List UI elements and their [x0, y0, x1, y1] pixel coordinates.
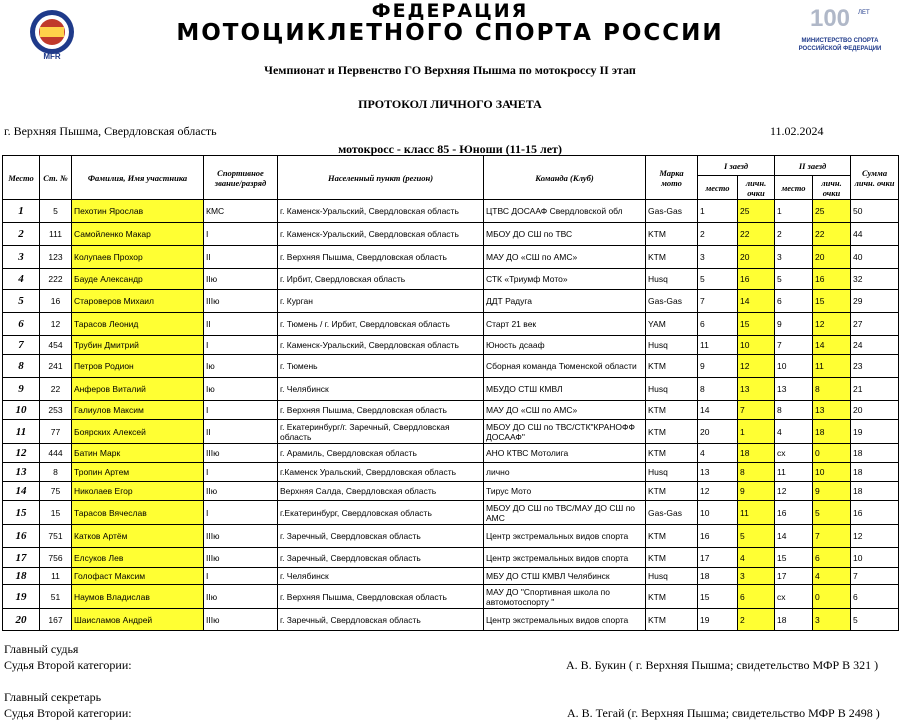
- race1-place-cell: 11: [698, 336, 738, 355]
- logo-right-sub: ЛЕТ: [858, 10, 870, 16]
- col-header-start-num: Ст. №: [40, 156, 72, 200]
- team-cell: Тирус Мото: [484, 482, 646, 501]
- rank-cell: I: [204, 401, 278, 420]
- name-cell: Колупаев Прохор: [72, 246, 204, 269]
- table-row: [3, 609, 899, 631]
- race2-place-cell: сх: [775, 585, 813, 609]
- race2-points-cell: 0: [813, 444, 851, 463]
- col-header-race2-place: место: [775, 176, 813, 200]
- table-row: [3, 420, 899, 444]
- total-cell: 40: [851, 246, 899, 269]
- race2-place-cell: 8: [775, 401, 813, 420]
- event-location: г. Верхняя Пышма, Свердловская область: [4, 124, 217, 138]
- race2-points-cell: 15: [813, 290, 851, 313]
- total-cell: 44: [851, 223, 899, 246]
- brand-cell: Husq: [646, 568, 698, 585]
- table-row: [3, 568, 899, 585]
- race2-points-cell: 4: [813, 568, 851, 585]
- city-cell: г.Екатеринбург, Свердловская область: [278, 501, 484, 525]
- table-row: [3, 548, 899, 568]
- city-cell: г. Каменск-Уральский, Свердловская область: [278, 336, 484, 355]
- start-number-cell: 751: [40, 525, 72, 548]
- race1-points-cell: 11: [738, 501, 775, 525]
- total-cell: 19: [851, 420, 899, 444]
- start-number-cell: 167: [40, 609, 72, 631]
- race2-place-cell: 17: [775, 568, 813, 585]
- col-header-name: Фамилия, Имя участника: [72, 156, 204, 200]
- table-row: [3, 336, 899, 355]
- table-row: [3, 482, 899, 501]
- table-row: [3, 585, 899, 609]
- org-title-line2: МОТОЦИКЛЕТНОГО СПОРТА РОССИИ: [176, 20, 724, 46]
- rank-cell: IIю: [204, 269, 278, 290]
- city-cell: г. Заречный, Свердловская область: [278, 548, 484, 568]
- total-cell: 27: [851, 313, 899, 336]
- race1-points-cell: 20: [738, 246, 775, 269]
- rank-cell: Iю: [204, 355, 278, 378]
- col-header-rank: Спортивное звание/разряд: [204, 156, 278, 200]
- name-cell: Батин Марк: [72, 444, 204, 463]
- rank-cell: КМС: [204, 200, 278, 223]
- team-cell: АНО КТВС Мотолига: [484, 444, 646, 463]
- race1-points-cell: 12: [738, 355, 775, 378]
- place-cell: 18: [3, 568, 40, 585]
- race2-points-cell: 14: [813, 336, 851, 355]
- brand-cell: Gas-Gas: [646, 200, 698, 223]
- chief-judge-category: Судья Второй категории:: [4, 658, 132, 672]
- race2-place-cell: 10: [775, 355, 813, 378]
- col-header-race1-place: место: [698, 176, 738, 200]
- name-cell: Тропин Артем: [72, 463, 204, 482]
- race2-place-cell: 16: [775, 501, 813, 525]
- team-cell: СТК «Триумф Мото»: [484, 269, 646, 290]
- team-cell: МБУ ДО СТШ КМВЛ Челябинск: [484, 568, 646, 585]
- team-cell: Центр экстремальных видов спорта: [484, 609, 646, 631]
- total-cell: 32: [851, 269, 899, 290]
- race1-points-cell: 2: [738, 609, 775, 631]
- brand-cell: KTM: [646, 223, 698, 246]
- brand-cell: KTM: [646, 420, 698, 444]
- race1-points-cell: 5: [738, 525, 775, 548]
- place-cell: 20: [3, 609, 40, 631]
- name-cell: Анферов Виталий: [72, 378, 204, 401]
- start-number-cell: 253: [40, 401, 72, 420]
- start-number-cell: 15: [40, 501, 72, 525]
- race2-place-cell: 5: [775, 269, 813, 290]
- brand-cell: KTM: [646, 444, 698, 463]
- race1-place-cell: 12: [698, 482, 738, 501]
- table-row: [3, 269, 899, 290]
- race1-place-cell: 17: [698, 548, 738, 568]
- rank-cell: I: [204, 463, 278, 482]
- race1-place-cell: 5: [698, 269, 738, 290]
- race1-place-cell: 3: [698, 246, 738, 269]
- race1-points-cell: 25: [738, 200, 775, 223]
- start-number-cell: 12: [40, 313, 72, 336]
- race2-points-cell: 12: [813, 313, 851, 336]
- table-row: [3, 378, 899, 401]
- rank-cell: II: [204, 313, 278, 336]
- race1-points-cell: 18: [738, 444, 775, 463]
- race1-place-cell: 6: [698, 313, 738, 336]
- rank-cell: I: [204, 568, 278, 585]
- chief-judge-title: Главный судья: [4, 642, 79, 656]
- team-cell: Старт 21 век: [484, 313, 646, 336]
- city-cell: г. Каменск-Уральский, Свердловская область: [278, 223, 484, 246]
- total-cell: 20: [851, 401, 899, 420]
- rank-cell: I: [204, 336, 278, 355]
- race1-place-cell: 19: [698, 609, 738, 631]
- brand-cell: KTM: [646, 525, 698, 548]
- brand-cell: Husq: [646, 463, 698, 482]
- race2-place-cell: 18: [775, 609, 813, 631]
- race1-points-cell: 9: [738, 482, 775, 501]
- race1-place-cell: 9: [698, 355, 738, 378]
- start-number-cell: 123: [40, 246, 72, 269]
- place-cell: 16: [3, 525, 40, 548]
- race2-points-cell: 7: [813, 525, 851, 548]
- race1-points-cell: 6: [738, 585, 775, 609]
- city-cell: г. Верхняя Пышма, Свердловская область: [278, 585, 484, 609]
- city-cell: г. Тюмень / г. Ирбит, Свердловская область: [278, 313, 484, 336]
- place-cell: 3: [3, 246, 40, 269]
- race1-place-cell: 4: [698, 444, 738, 463]
- brand-cell: KTM: [646, 355, 698, 378]
- race1-place-cell: 16: [698, 525, 738, 548]
- place-cell: 5: [3, 290, 40, 313]
- race2-place-cell: 3: [775, 246, 813, 269]
- total-cell: 12: [851, 525, 899, 548]
- team-cell: МАУ ДО «СШ по АМС»: [484, 401, 646, 420]
- results-table: [2, 155, 899, 631]
- name-cell: Катков Артём: [72, 525, 204, 548]
- race1-place-cell: 7: [698, 290, 738, 313]
- chief-judge-name: А. В. Букин ( г. Верхняя Пышма; свидетельство МФР В 321 ): [566, 658, 879, 672]
- city-cell: г. Челябинск: [278, 378, 484, 401]
- start-number-cell: 22: [40, 378, 72, 401]
- race1-points-cell: 8: [738, 463, 775, 482]
- start-number-cell: 444: [40, 444, 72, 463]
- race1-points-cell: 1: [738, 420, 775, 444]
- col-header-brand: Марка мото: [646, 156, 698, 200]
- rank-cell: I: [204, 501, 278, 525]
- city-cell: г. Верхняя Пышма, Свердловская область: [278, 401, 484, 420]
- rank-cell: IIIю: [204, 609, 278, 631]
- name-cell: Пехотин Ярослав: [72, 200, 204, 223]
- race2-points-cell: 9: [813, 482, 851, 501]
- race1-place-cell: 10: [698, 501, 738, 525]
- race2-points-cell: 5: [813, 501, 851, 525]
- org-title-line1: ФЕДЕРАЦИЯ: [371, 0, 529, 22]
- race2-place-cell: 4: [775, 420, 813, 444]
- event-date: 11.02.2024: [770, 124, 824, 138]
- total-cell: 18: [851, 482, 899, 501]
- team-cell: МБОУ ДО СШ по ТВС/МАУ ДО СШ по АМС: [484, 501, 646, 525]
- name-cell: Тарасов Леонид: [72, 313, 204, 336]
- race2-place-cell: 15: [775, 548, 813, 568]
- team-cell: ДДТ Радуга: [484, 290, 646, 313]
- name-cell: Староверов Михаил: [72, 290, 204, 313]
- rank-cell: Iю: [204, 378, 278, 401]
- secretary-name: А. В. Тегай (г. Верхняя Пышма; свидетельство МФР В 2498 ): [567, 706, 880, 720]
- rank-cell: IIIю: [204, 548, 278, 568]
- race2-place-cell: 7: [775, 336, 813, 355]
- name-cell: Галиулов Максим: [72, 401, 204, 420]
- team-cell: МБУДО СТШ КМВЛ: [484, 378, 646, 401]
- race1-points-cell: 16: [738, 269, 775, 290]
- start-number-cell: 77: [40, 420, 72, 444]
- col-header-race2: II заезд: [775, 156, 851, 176]
- race2-points-cell: 8: [813, 378, 851, 401]
- race1-place-cell: 2: [698, 223, 738, 246]
- start-number-cell: 241: [40, 355, 72, 378]
- race2-points-cell: 10: [813, 463, 851, 482]
- race2-place-cell: 9: [775, 313, 813, 336]
- total-cell: 5: [851, 609, 899, 631]
- race2-points-cell: 6: [813, 548, 851, 568]
- team-cell: МБОУ ДО СШ по ТВС/СТК"КРАНОФФ ДОСААФ": [484, 420, 646, 444]
- team-cell: лично: [484, 463, 646, 482]
- city-cell: Верхняя Салда, Свердловская область: [278, 482, 484, 501]
- race2-points-cell: 22: [813, 223, 851, 246]
- team-cell: МБОУ ДО СШ по ТВС: [484, 223, 646, 246]
- race1-points-cell: 3: [738, 568, 775, 585]
- brand-cell: Gas-Gas: [646, 501, 698, 525]
- col-header-total: Сумма личн. очки: [851, 156, 899, 200]
- total-cell: 24: [851, 336, 899, 355]
- name-cell: Трубин Дмитрий: [72, 336, 204, 355]
- mfr-logo-icon: [16, 6, 88, 62]
- team-cell: ЦТВС ДОСААФ Свердловской обл: [484, 200, 646, 223]
- start-number-cell: 756: [40, 548, 72, 568]
- col-header-race2-points: личн. очки: [813, 176, 851, 200]
- brand-cell: KTM: [646, 585, 698, 609]
- race1-place-cell: 15: [698, 585, 738, 609]
- race2-place-cell: 13: [775, 378, 813, 401]
- race2-place-cell: 11: [775, 463, 813, 482]
- start-number-cell: 16: [40, 290, 72, 313]
- table-row: [3, 401, 899, 420]
- rank-cell: II: [204, 246, 278, 269]
- rank-cell: IIIю: [204, 444, 278, 463]
- place-cell: 2: [3, 223, 40, 246]
- total-cell: 16: [851, 501, 899, 525]
- start-number-cell: 111: [40, 223, 72, 246]
- team-cell: Юность дсааф: [484, 336, 646, 355]
- start-number-cell: 51: [40, 585, 72, 609]
- logo-left-text: MFR: [43, 52, 61, 61]
- team-cell: МАУ ДО "Спортивная школа по автомотоспорту ": [484, 585, 646, 609]
- logo-right-number: 100: [809, 5, 851, 32]
- race1-place-cell: 20: [698, 420, 738, 444]
- place-cell: 19: [3, 585, 40, 609]
- rank-cell: IIIю: [204, 525, 278, 548]
- col-header-place: Место: [3, 156, 40, 200]
- race2-place-cell: 1: [775, 200, 813, 223]
- start-number-cell: 8: [40, 463, 72, 482]
- brand-cell: KTM: [646, 401, 698, 420]
- race2-points-cell: 13: [813, 401, 851, 420]
- city-cell: г. Заречный, Свердловская область: [278, 525, 484, 548]
- name-cell: Самойленко Макар: [72, 223, 204, 246]
- city-cell: г. Курган: [278, 290, 484, 313]
- city-cell: г.Каменск Уральский, Свердловская область: [278, 463, 484, 482]
- brand-cell: Husq: [646, 336, 698, 355]
- city-cell: г. Заречный, Свердловская область: [278, 609, 484, 631]
- secretary-title: Главный секретарь: [4, 690, 102, 704]
- ministry-sport-logo-icon: [792, 2, 892, 56]
- total-cell: 18: [851, 444, 899, 463]
- city-cell: г. Ирбит, Свердловская область: [278, 269, 484, 290]
- race1-place-cell: 14: [698, 401, 738, 420]
- table-row: [3, 463, 899, 482]
- col-header-race1-points: личн. очки: [738, 176, 775, 200]
- table-row: [3, 501, 899, 525]
- race1-place-cell: 1: [698, 200, 738, 223]
- race1-points-cell: 13: [738, 378, 775, 401]
- race1-points-cell: 10: [738, 336, 775, 355]
- city-cell: г. Арамиль, Свердловская область: [278, 444, 484, 463]
- rank-cell: IIIю: [204, 290, 278, 313]
- name-cell: Шаисламов Андрей: [72, 609, 204, 631]
- col-header-team: Команда (Клуб): [484, 156, 646, 200]
- place-cell: 6: [3, 313, 40, 336]
- total-cell: 29: [851, 290, 899, 313]
- place-cell: 7: [3, 336, 40, 355]
- col-header-city: Населенный пункт (регион): [278, 156, 484, 200]
- name-cell: Боярских Алексей: [72, 420, 204, 444]
- place-cell: 12: [3, 444, 40, 463]
- brand-cell: Gas-Gas: [646, 290, 698, 313]
- logo-right-caption1: МИНИСТЕРСТВО СПОРТА: [801, 38, 879, 44]
- start-number-cell: 75: [40, 482, 72, 501]
- rank-cell: II: [204, 420, 278, 444]
- class-title: мотокросс - класс 85 - Юноши (11-15 лет): [338, 142, 562, 156]
- race2-place-cell: 14: [775, 525, 813, 548]
- table-row: [3, 200, 899, 223]
- race1-place-cell: 18: [698, 568, 738, 585]
- place-cell: 10: [3, 401, 40, 420]
- race1-points-cell: 4: [738, 548, 775, 568]
- table-row: [3, 246, 899, 269]
- brand-cell: Husq: [646, 269, 698, 290]
- city-cell: г. Челябинск: [278, 568, 484, 585]
- total-cell: 21: [851, 378, 899, 401]
- total-cell: 6: [851, 585, 899, 609]
- race2-place-cell: сх: [775, 444, 813, 463]
- name-cell: Елсуков Лев: [72, 548, 204, 568]
- table-row: [3, 313, 899, 336]
- secretary-category: Судья Второй категории:: [4, 706, 132, 720]
- col-header-race1: I заезд: [698, 156, 775, 176]
- race2-points-cell: 3: [813, 609, 851, 631]
- name-cell: Бауде Александр: [72, 269, 204, 290]
- race1-points-cell: 22: [738, 223, 775, 246]
- race1-place-cell: 13: [698, 463, 738, 482]
- protocol-title: ПРОТОКОЛ ЛИЧНОГО ЗАЧЕТА: [358, 97, 542, 111]
- table-row: [3, 223, 899, 246]
- city-cell: г. Екатеринбург/г. Заречный, Свердловская область: [278, 420, 484, 444]
- brand-cell: Husq: [646, 378, 698, 401]
- table-row: [3, 525, 899, 548]
- race2-place-cell: 6: [775, 290, 813, 313]
- place-cell: 9: [3, 378, 40, 401]
- brand-cell: KTM: [646, 548, 698, 568]
- total-cell: 50: [851, 200, 899, 223]
- table-row: [3, 290, 899, 313]
- race1-points-cell: 15: [738, 313, 775, 336]
- start-number-cell: 11: [40, 568, 72, 585]
- place-cell: 11: [3, 420, 40, 444]
- total-cell: 7: [851, 568, 899, 585]
- city-cell: г. Тюмень: [278, 355, 484, 378]
- start-number-cell: 5: [40, 200, 72, 223]
- start-number-cell: 454: [40, 336, 72, 355]
- race2-points-cell: 16: [813, 269, 851, 290]
- place-cell: 17: [3, 548, 40, 568]
- table-row: [3, 355, 899, 378]
- total-cell: 10: [851, 548, 899, 568]
- team-cell: Сборная команда Тюменской области: [484, 355, 646, 378]
- place-cell: 1: [3, 200, 40, 223]
- results-body: [3, 200, 899, 631]
- team-cell: Центр экстремальных видов спорта: [484, 548, 646, 568]
- brand-cell: KTM: [646, 482, 698, 501]
- name-cell: Голофаст Максим: [72, 568, 204, 585]
- rank-cell: IIю: [204, 482, 278, 501]
- race2-points-cell: 18: [813, 420, 851, 444]
- place-cell: 8: [3, 355, 40, 378]
- rank-cell: IIю: [204, 585, 278, 609]
- race1-place-cell: 8: [698, 378, 738, 401]
- race2-points-cell: 25: [813, 200, 851, 223]
- table-row: [3, 444, 899, 463]
- name-cell: Тарасов Вячеслав: [72, 501, 204, 525]
- race2-place-cell: 12: [775, 482, 813, 501]
- name-cell: Петров Родион: [72, 355, 204, 378]
- team-cell: Центр экстремальных видов спорта: [484, 525, 646, 548]
- race1-points-cell: 7: [738, 401, 775, 420]
- name-cell: Николаев Егор: [72, 482, 204, 501]
- place-cell: 15: [3, 501, 40, 525]
- brand-cell: KTM: [646, 609, 698, 631]
- city-cell: г. Верхняя Пышма, Свердловская область: [278, 246, 484, 269]
- team-cell: МАУ ДО «СШ по АМС»: [484, 246, 646, 269]
- total-cell: 23: [851, 355, 899, 378]
- logo-right-caption2: РОССИЙСКОЙ ФЕДЕРАЦИИ: [798, 46, 882, 52]
- race2-points-cell: 11: [813, 355, 851, 378]
- race2-points-cell: 0: [813, 585, 851, 609]
- event-title: Чемпионат и Первенство ГО Верхняя Пышма по мотокроссу II этап: [264, 63, 636, 77]
- place-cell: 4: [3, 269, 40, 290]
- rank-cell: I: [204, 223, 278, 246]
- name-cell: Наумов Владислав: [72, 585, 204, 609]
- total-cell: 18: [851, 463, 899, 482]
- race2-points-cell: 20: [813, 246, 851, 269]
- page-header: [0, 0, 900, 60]
- place-cell: 13: [3, 463, 40, 482]
- race2-place-cell: 2: [775, 223, 813, 246]
- brand-cell: KTM: [646, 246, 698, 269]
- brand-cell: YAM: [646, 313, 698, 336]
- city-cell: г. Каменск-Уральский, Свердловская область: [278, 200, 484, 223]
- start-number-cell: 222: [40, 269, 72, 290]
- race1-points-cell: 14: [738, 290, 775, 313]
- place-cell: 14: [3, 482, 40, 501]
